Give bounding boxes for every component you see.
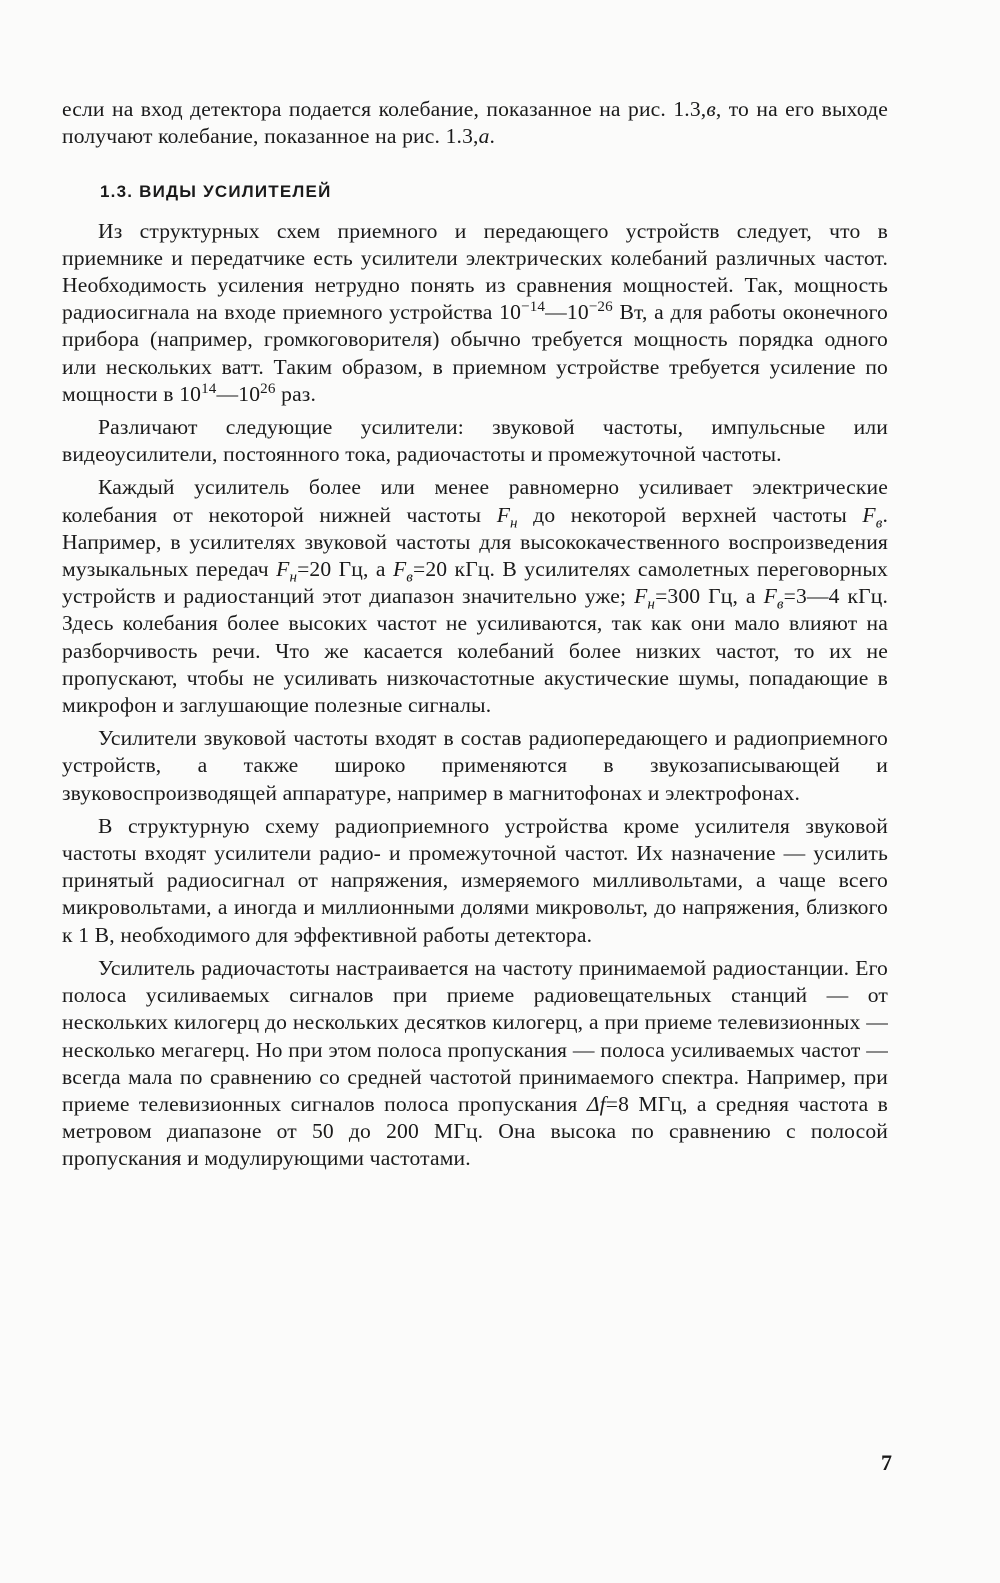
- page-text: [62, 96, 888, 1173]
- subscript-n: н: [647, 596, 656, 613]
- p4-text-b: до некоторой верхней частоты: [517, 502, 863, 527]
- section-heading: [100, 178, 888, 205]
- p2-text-c: Вт, а для работы оконечного прибора (например, громкоговорителя) обычно требуется мощность порядка одного или нескольких ватт. Таким образом, в приемном устройстве требуется усиление по мощности в 10: [62, 300, 888, 406]
- page-number: 7: [881, 1450, 892, 1475]
- paragraph-power: [62, 218, 888, 408]
- intro-paragraph: [62, 96, 888, 150]
- symbol-f-high: [392, 557, 413, 586]
- exp-14: 14: [201, 380, 217, 397]
- section-title: ВИДЫ УСИЛИТЕЛЕЙ: [139, 182, 332, 202]
- paragraph-amplifier-types: Различают следующие усилители: звуковой частоты, импульсные или видеоусилители, постоянного тока, радиочастоты и промежуточной частоты.: [62, 415, 888, 467]
- symbol-delta-f: Δf: [586, 1091, 606, 1116]
- symbol-f-low: [496, 502, 518, 531]
- p7-text-b: =8 МГц, а средняя частота в метровом диапазоне от 50 до 200 МГц. Она высока по сравнению с полосой пропускания и модулирующими частотами.: [62, 1091, 888, 1171]
- intro-text-end: .: [489, 124, 496, 149]
- paragraph-audio-amplifiers: Усилители звуковой частоты входят в состав радиопередающего и радиоприемного устройств, а также широко применяются в звукозаписывающей и звуковоспроизводящей аппаратуре, например в магнитофонах и электрофонах.: [62, 726, 888, 805]
- p4-text-e: =20 кГц. В усилителях самолетных переговорных устройств и радиостанций этот диапазон значительно уже;: [62, 557, 888, 609]
- subscript-v: в: [875, 514, 883, 531]
- p2-text-b: —10: [545, 300, 589, 325]
- symbol-f: F: [862, 502, 876, 527]
- figure-ref-v: в: [706, 97, 716, 121]
- p4-text-c: . Например, в усилителях звуковой частоты для высококачественного воспроизведения музыкальных передач: [62, 502, 888, 582]
- symbol-f: F: [276, 557, 290, 582]
- symbol-f-low: [276, 557, 298, 586]
- p7-text-a: Усилитель радиочастоты настраивается на частоту принимаемой радиостанции. Его полоса усиливаемых сигналов при приеме радиовещательных станций — от нескольких килогерц до нескольких десятков килогерц, а при приеме телевизионных — несколько мегагерц. Но при этом полоса пропускания — полоса усиливаемых частот — всегда мала по сравнению со средней частотой принимаемого спектра. Например, при приеме телевизионных сигналов полоса пропускания: [62, 955, 888, 1116]
- paragraph-frequency-range: [62, 474, 888, 719]
- figure-ref-a: а: [478, 124, 490, 149]
- p4-text-g: =300 Гц, а: [655, 584, 764, 609]
- subscript-v: в: [406, 569, 413, 586]
- subscript-n: н: [510, 514, 518, 531]
- exp-26: 26: [260, 380, 276, 397]
- section-number: 1.3.: [100, 182, 134, 202]
- symbol-f: F: [634, 584, 648, 609]
- exp-minus-14: −14: [521, 299, 546, 316]
- intro-text: если на вход детектора подается колебание, показанное на рис. 1.3,: [62, 97, 707, 121]
- symbol-f-high: [862, 502, 883, 531]
- symbol-f-low: [634, 584, 656, 613]
- paragraph-radio-if-amplifiers: В структурную схему радиоприемного устройства кроме усилителя звуковой частоты входят усилители радио- и промежуточной частот. Их назначение — усилить принятый радиосигнал от напряжения, измеряемого милливольтами, а чаще всего микровольтами, а иногда и миллионными долями микровольт, до напряжения, близкого к 1 В, необходимого для эффективной работы детектора.: [62, 813, 888, 947]
- symbol-f: F: [392, 557, 407, 582]
- symbol-f: F: [496, 502, 511, 527]
- p2-text-e: раз.: [275, 381, 317, 406]
- p2-text-d: —10: [216, 381, 261, 406]
- paragraph-rf-amplifier: [62, 955, 888, 1173]
- p4-text-d: =20 Гц, а: [297, 557, 393, 582]
- symbol-f-high: [763, 584, 784, 613]
- subscript-n: н: [289, 569, 298, 586]
- p4-text-h: =3—4 кГц. Здесь колебания более высоких частот не усиливаются, так как они мало влияют на разборчивость речи. Что же касается колебаний более низких частот, то их не пропускают, чтобы не усиливать низкочастотные акустические шумы, попадающие в микрофон и заглушающие полезные сигналы.: [62, 584, 889, 718]
- intro-text-mid: , то на его выходе получают колебание, показанное на рис. 1.3,: [62, 97, 888, 149]
- exp-minus-26: −26: [588, 299, 613, 316]
- p2-text-a: Из структурных схем приемного и передающего устройств следует, что в приемнике и передатчике есть усилители электрических колебаний различных частот. Необходимость усиления нетрудно понять из сравнения мощностей. Так, мощность радиосигнала на входе приемного устройства 10: [62, 218, 888, 325]
- symbol-f: F: [763, 584, 777, 609]
- subscript-v: в: [776, 596, 784, 613]
- p4-text-a: Каждый усилитель более или менее равномерно усиливает электрические колебания от некоторой нижней частоты: [62, 475, 888, 527]
